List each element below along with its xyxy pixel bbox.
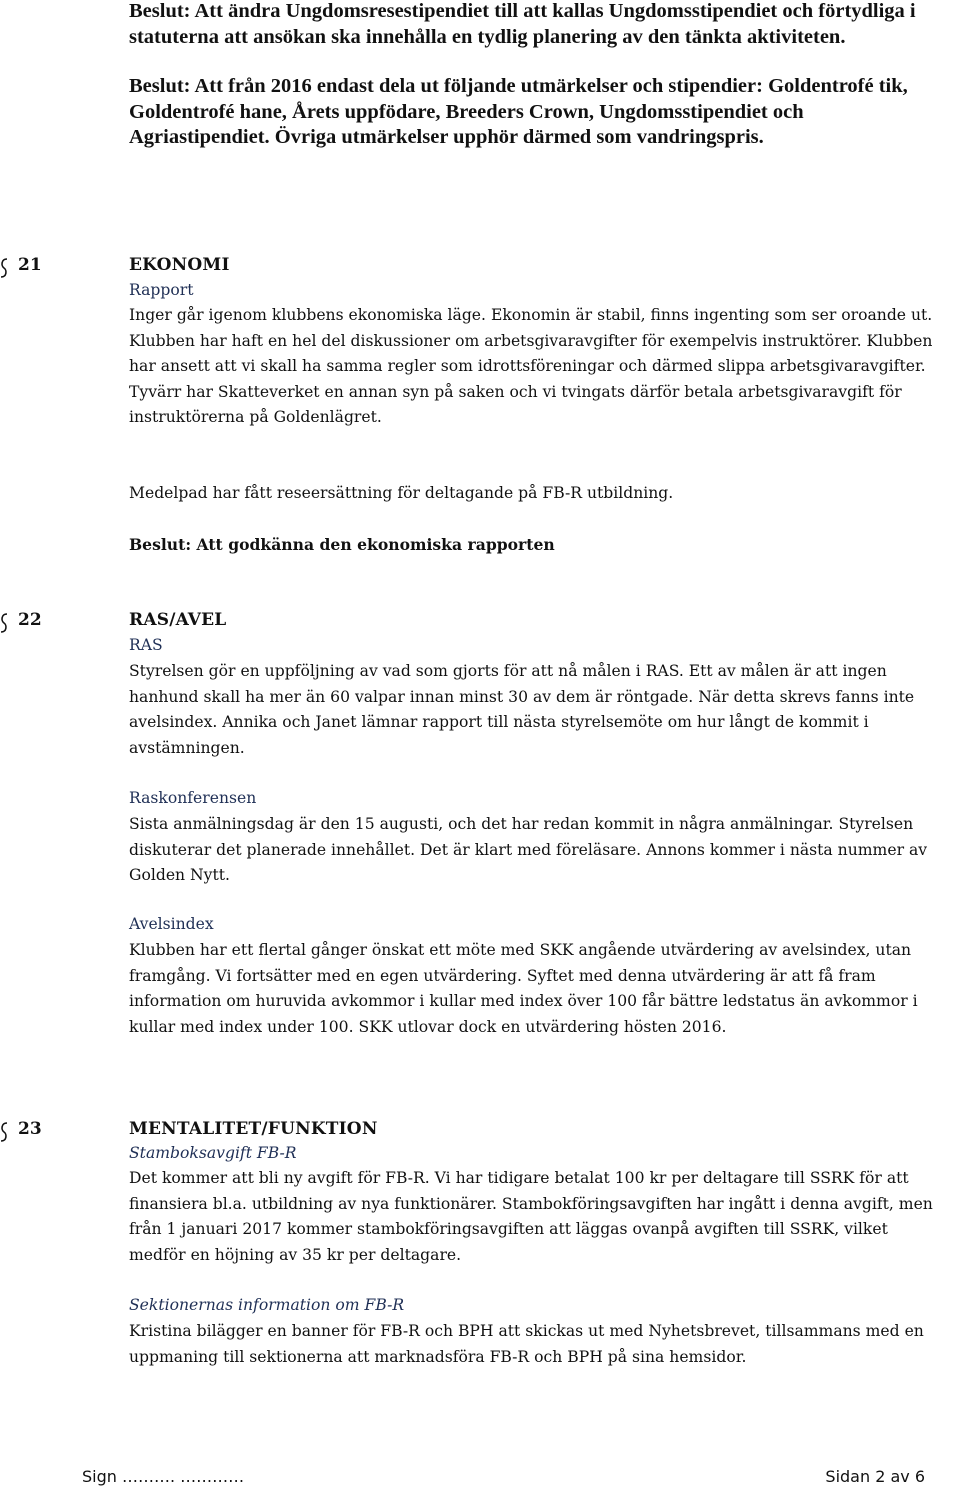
economy-report-text: Inger går igenom klubbens ekonomiska läge. Ekonomin är stabil, finns ingenting som ser oroande ut. Klubben har haft en hel del diskussioner om arbetsgivaravgifter för exempelvis instruktörer. Klubben har ansett att vi skall ha samma regler som idrottsföreningar och därmed slippa arbetsgivaravgifter. Tyvärr har Skatteverket en annan syn på saken och vi tvingats därför betala arbetsgivaravgift för instruktörerna på Goldenlägret.	[129, 306, 933, 427]
section-heading-22	[0, 607, 940, 635]
section-number: 22	[18, 610, 42, 630]
page-footer	[82, 1465, 925, 1489]
section-title: EKONOMI	[129, 255, 230, 275]
decision-economy: Beslut: Att godkänna den ekonomiska rapporten	[129, 535, 555, 554]
subheading-sektionernas-information: Sektionernas information om FB-R	[129, 1296, 405, 1314]
ras-text: Styrelsen gör en uppföljning av vad som gjorts för att nå målen i RAS. Ett av målen är att ingen hanhund skall ha mer än 60 valpar innan minst 30 av dem är röntgade. När detta skrevs fanns inte avelsindex. Annika och Janet lämnar rapport till nästa styrelsemöte om hur långt de kommit i avstämningen.	[129, 662, 915, 757]
subheading-raskonferensen: Raskonferensen	[129, 789, 257, 807]
section-marker-icon	[0, 1121, 8, 1143]
travel-compensation-text: Medelpad har fått reseersättning för deltagande på FB-R utbildning.	[129, 484, 674, 502]
sektionernas-information-text: Kristina bilägger en banner för FB-R och BPH att skickas ut med Nyhetsbrevet, tillsammans med en uppmaning till sektionerna att marknadsföra FB-R och BPH på sina hemsidor.	[129, 1322, 924, 1366]
subheading-ras: RAS	[129, 636, 163, 654]
section-marker-icon	[0, 612, 8, 634]
avelsindex-text: Klubben har ett flertal gånger önskat ett möte med SKK angående utvärdering av avelsindex, utan framgång. Vi fortsätter med en egen utvärdering. Syftet med denna utvärdering är att få fram information om huruvida avkommor i kullar med index över 100 får bättre ledstatus än avkommor i kullar med index under 100. SKK utlovar dock en utvärdering hösten 2016.	[129, 941, 918, 1036]
subheading-rapport: Rapport	[129, 281, 194, 299]
section-number: 21	[18, 255, 42, 275]
subheading-stamboksavgift: Stamboksavgift FB-R	[129, 1144, 297, 1162]
subheading-avelsindex: Avelsindex	[129, 915, 214, 933]
decision-youth-scholarship: Beslut: Att ändra Ungdomsresestipendiet till att kallas Ungdomsstipendiet och förtydliga i statuterna att ansökan ska innehålla en tydlig planering av den tänkta aktiviteten.	[129, 0, 916, 48]
raskonferensen-text: Sista anmälningsdag är den 15 augusti, och det har redan kommit in några anmälningar. Styrelsen diskuterar det planerade innehållet. Det är klart med föreläsare. Annons kommer i nästa nummer av Golden Nytt.	[129, 815, 928, 885]
page-number: Sidan 2 av 6	[825, 1467, 925, 1486]
signature-line: Sign ………. …………	[82, 1467, 245, 1486]
section-title: RAS/AVEL	[129, 610, 227, 630]
section-heading-21	[0, 252, 940, 280]
stamboksavgift-text: Det kommer att bli ny avgift för FB-R. Vi har tidigare betalat 100 kr per deltagare till SSRK för att finansiera bl.a. utbildning av nya funktionärer. Stambokföringsavgiften har ingått i denna avgift, men från 1 januari 2017 kommer stambokföringsavgiften att läggas ovanpå avgiften till SSRK, vilket medför en höjning av 35 kr per deltagare.	[129, 1169, 933, 1264]
section-marker-icon	[0, 257, 8, 279]
section-title: MENTALITET/FUNKTION	[129, 1119, 378, 1139]
decision-awards: Beslut: Att från 2016 endast dela ut följande utmärkelser och stipendier: Goldentrofé tik, Goldentrofé hane, Årets uppfödare, Breeders Crown, Ungdomsstipendiet och Agriastipendiet. Övriga utmärkelser upphör därmed som vandringspris.	[129, 75, 908, 148]
section-number: 23	[18, 1119, 42, 1139]
section-heading-23	[0, 1116, 940, 1144]
